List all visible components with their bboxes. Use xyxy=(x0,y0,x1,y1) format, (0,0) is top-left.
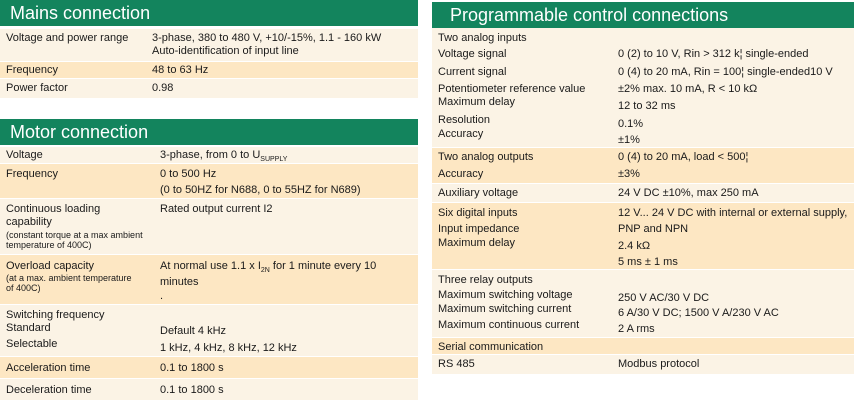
mains-frequency-value: 48 to 63 Hz xyxy=(152,64,209,76)
motor-continuous-note-line2: temperature of 400C) xyxy=(6,240,92,250)
auxiliary-voltage-value: 24 V DC ±10%, max 250 mA xyxy=(618,187,759,199)
motor-deceleration-value: 0.1 to 1800 s xyxy=(160,384,224,396)
mains-voltage-value-line1: 3-phase, 380 to 480 V, +10/-15%, 1.1 - 160 kW xyxy=(152,32,382,44)
resolution-value: 0.1% xyxy=(618,118,644,130)
programmable-control-panel xyxy=(432,2,854,374)
motor-overload-note-line1: (at a max. ambient temperature xyxy=(6,273,132,283)
motor-overload-value-line3: . xyxy=(160,290,164,302)
analog-outputs-accuracy-label: Accuracy xyxy=(438,168,484,180)
motor-selectable-label: Selectable xyxy=(6,338,58,350)
motor-voltage-row xyxy=(0,147,418,164)
motor-connection-panel xyxy=(0,119,418,400)
analog-outputs-accuracy-value: ±3% xyxy=(618,168,640,180)
max-switching-current-label: Maximum switching current xyxy=(438,303,572,315)
motor-switching-row xyxy=(0,305,418,357)
motor-frequency-value-line2: (0 to 50HZ for N688, 0 to 55HZ for N689) xyxy=(160,184,361,196)
mains-connection-title: Mains connection xyxy=(0,0,418,26)
motor-continuous-row xyxy=(0,199,418,255)
mains-frequency-label: Frequency xyxy=(6,64,58,76)
mains-power-factor-value: 0.98 xyxy=(152,82,174,94)
motor-voltage-label: Voltage xyxy=(6,149,43,161)
motor-continuous-label-line1: Continuous loading xyxy=(6,203,101,215)
analog-inputs-label: Two analog inputs xyxy=(438,32,527,44)
digital-max-delay-value-line1: 2.4 kΩ xyxy=(618,240,651,252)
relay-outputs-row xyxy=(432,270,854,338)
auxiliary-voltage-row xyxy=(432,184,854,203)
potentiometer-label: Potentiometer reference value xyxy=(438,83,586,95)
mains-voltage-label: Voltage and power range xyxy=(6,32,129,44)
rs485-row xyxy=(432,355,854,374)
motor-standard-label: Standard xyxy=(6,322,51,334)
input-impedance-value: PNP and NPN xyxy=(618,223,689,235)
max-delay-label: Maximum delay xyxy=(438,96,516,108)
mains-connection-panel xyxy=(0,0,418,98)
motor-overload-value-line2: minutes xyxy=(160,276,199,288)
motor-frequency-row xyxy=(0,164,418,199)
digital-max-delay-value-line2: 5 ms ± 1 ms xyxy=(618,256,678,268)
accuracy-value: ±1% xyxy=(618,134,640,146)
mains-power-factor-label: Power factor xyxy=(6,82,68,94)
motor-overload-label: Overload capacity xyxy=(6,260,95,272)
max-delay-value: 12 to 32 ms xyxy=(618,100,676,112)
max-switching-voltage-value: 250 V AC/30 V DC xyxy=(618,292,710,304)
motor-deceleration-label: Deceleration time xyxy=(6,384,92,396)
max-switching-current-value: 6 A/30 V DC; 1500 V A/230 V AC xyxy=(618,307,779,319)
auxiliary-voltage-label: Auxiliary voltage xyxy=(438,187,519,199)
accuracy-label: Accuracy xyxy=(438,128,484,140)
current-signal-value: 0 (4) to 20 mA, Rin = 100¦ single-ended10 V xyxy=(618,66,833,78)
mains-voltage-value-line2: Auto-identification of input line xyxy=(152,45,299,57)
motor-connection-title: Motor connection xyxy=(0,119,418,145)
motor-selectable-value: 1 kHz, 4 kHz, 8 kHz, 12 kHz xyxy=(160,342,297,354)
motor-overload-value-line1: At normal use 1.1 x $I_{2N}$ for 1 minute every 10 xyxy=(160,260,377,275)
digital-inputs-label: Six digital inputs xyxy=(438,207,518,219)
motor-frequency-value-line1: 0 to 500 Hz xyxy=(160,168,217,180)
mains-frequency-row xyxy=(0,62,418,79)
motor-overload-row xyxy=(0,255,418,305)
potentiometer-value: ±2% max. 10 mA, R < 10 kΩ xyxy=(618,83,758,95)
max-switching-voltage-label: Maximum switching voltage xyxy=(438,289,573,301)
programmable-control-title: Programmable control connections xyxy=(432,2,854,28)
motor-acceleration-value: 0.1 to 1800 s xyxy=(160,362,224,374)
analog-inputs-row xyxy=(432,28,854,148)
rs485-label: RS 485 xyxy=(438,358,475,370)
motor-acceleration-label: Acceleration time xyxy=(6,362,91,374)
resolution-label: Resolution xyxy=(438,114,490,126)
relay-outputs-label: Three relay outputs xyxy=(438,274,533,286)
max-continuous-current-value: 2 A rms xyxy=(618,323,655,335)
motor-switching-label: Switching frequency xyxy=(6,309,105,321)
input-impedance-label: Input impedance xyxy=(438,223,520,235)
motor-continuous-label-line2: capability xyxy=(6,216,52,228)
motor-overload-note-line2: of 400C) xyxy=(6,283,41,293)
mains-power-factor-row xyxy=(0,79,418,98)
max-continuous-current-label: Maximum continuous current xyxy=(438,319,580,331)
analog-outputs-value: 0 (4) to 20 mA, load < 500¦ xyxy=(618,151,749,163)
motor-standard-value: Default 4 kHz xyxy=(160,325,227,337)
voltage-signal-label: Voltage signal xyxy=(438,48,507,60)
analog-outputs-label: Two analog outputs xyxy=(438,151,534,163)
serial-communication-label: Serial communication xyxy=(438,341,544,353)
motor-continuous-note-line1: (constant torque at a max ambient xyxy=(6,230,143,240)
digital-max-delay-label: Maximum delay xyxy=(438,237,516,249)
motor-frequency-label: Frequency xyxy=(6,168,58,180)
mains-voltage-row xyxy=(0,29,418,62)
motor-continuous-value: Rated output current I2 xyxy=(160,203,273,215)
digital-inputs-value: 12 V... 24 V DC with internal or external supply, xyxy=(618,207,848,219)
digital-inputs-row xyxy=(432,203,854,270)
motor-voltage-value: 3-phase, from 0 to $U_{SUPPLY}$ xyxy=(160,149,288,164)
current-signal-label: Current signal xyxy=(438,66,507,78)
serial-communication-row xyxy=(432,338,854,355)
motor-deceleration-row xyxy=(0,379,418,400)
rs485-value: Modbus protocol xyxy=(618,358,700,370)
analog-outputs-row xyxy=(432,148,854,184)
voltage-signal-value: 0 (2) to 10 V, Rin > 312 k¦ single-ended xyxy=(618,48,809,60)
motor-acceleration-row xyxy=(0,357,418,379)
